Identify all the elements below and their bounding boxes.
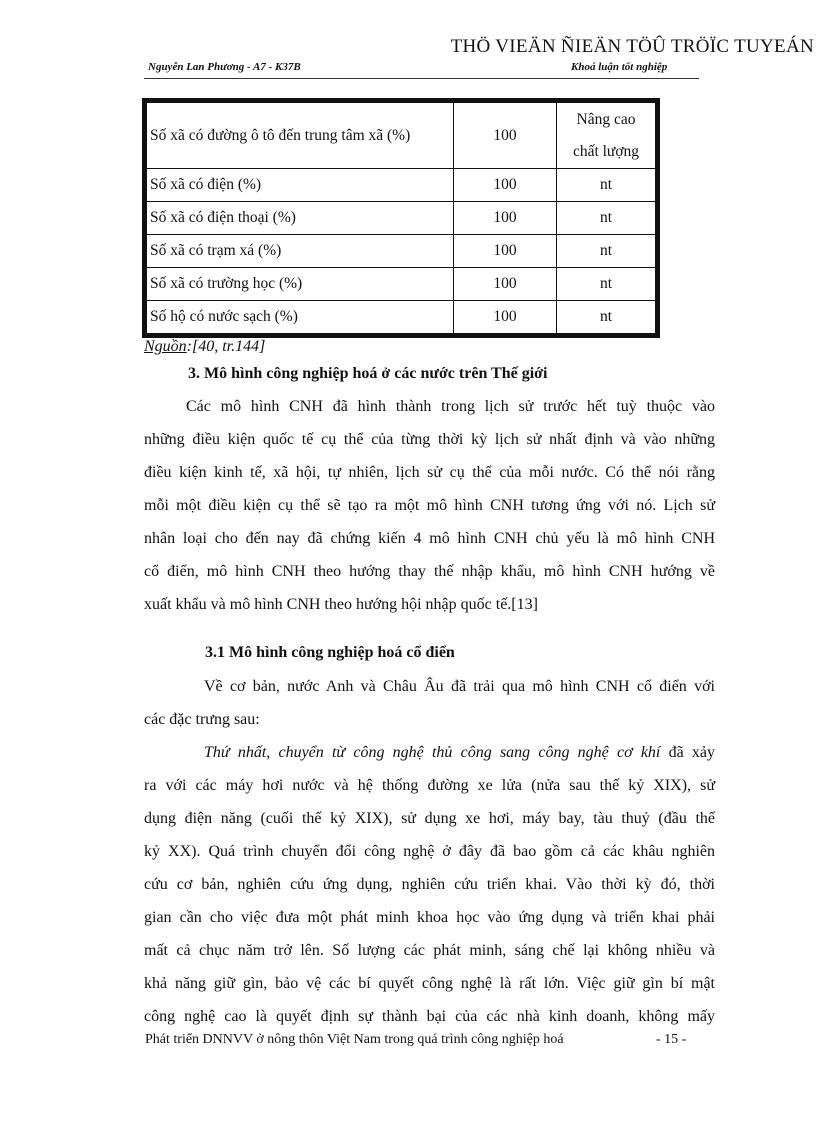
section-3-heading: 3. Mô hình công nghiệp hoá ở các nước trên Thế giới xyxy=(188,365,548,382)
criterion-cell: Số xã có điện (%) xyxy=(145,169,454,202)
value-cell: 100 xyxy=(454,202,557,235)
table-row xyxy=(145,169,658,202)
section-3-1-intro xyxy=(144,670,715,736)
criterion-cell: Số xã có điện thoại (%) xyxy=(145,202,454,235)
page-number: - 15 - xyxy=(656,1032,687,1047)
paragraph-line: mỗi một điều kiện cụ thể sẽ tạo ra một mô hình CNH tương ứng với nó. Lịch sử xyxy=(144,497,715,514)
note-cell: nt xyxy=(557,202,658,235)
paragraph-text: đã xảy xyxy=(660,744,716,761)
paragraph-line xyxy=(144,736,715,769)
paragraph-line: điều kiện kinh tế, xã hội, tự nhiên, lịch sử cụ thể của mỗi nước. Có thể nói rằng xyxy=(144,464,715,481)
note-line-2: chất lượng xyxy=(572,142,640,160)
criterion-cell: Số xã có trường học (%) xyxy=(145,268,454,301)
paragraph-line: khả năng giữ gìn, bảo vệ các bí quyết công nghệ là rất lớn. Việc giữ gìn bí mật xyxy=(144,975,715,992)
header-doc-type: Khoá luận tốt nghiệp xyxy=(571,61,668,73)
value-cell: 100 xyxy=(454,235,557,268)
emphasis-text: Thứ nhất, chuyển từ công nghệ thủ công sang công nghệ cơ khí xyxy=(204,744,661,761)
paragraph-line: những điều kiện quốc tế cụ thể của từng thời kỳ lịch sử nhất định và vào những xyxy=(144,431,715,448)
table-row xyxy=(145,202,658,235)
section-3-1-paragraph xyxy=(144,736,715,1033)
source-reference: :[40, tr.144] xyxy=(186,338,266,355)
header-divider xyxy=(144,78,699,79)
criterion-cell: Số xã có trạm xá (%) xyxy=(145,235,454,268)
value-cell: 100 xyxy=(454,169,557,202)
source-label: Nguồn xyxy=(144,338,187,355)
table-row xyxy=(145,101,658,169)
paragraph-line: Về cơ bản, nước Anh và Châu Âu đã trải qua mô hình CNH cổ điển với xyxy=(204,678,715,695)
table-row xyxy=(145,268,658,301)
section-3-paragraph xyxy=(144,390,715,621)
paragraph-line: nhân loại cho đến nay đã chứng kiến 4 mô hình CNH chủ yếu là mô hình CNH xyxy=(144,530,715,547)
paragraph-line: các đặc trưng sau: xyxy=(144,711,260,728)
criteria-table xyxy=(142,98,660,338)
paragraph-line: kỷ XX). Quá trình chuyển đổi công nghệ ở đây đã bao gồm cả các khâu nghiên xyxy=(144,843,715,860)
paragraph-line: mất cả chục năm trở lên. Số lượng các phát minh, sáng chế lại không nhiều và xyxy=(144,942,715,959)
paragraph-line: xuất khẩu và mô hình CNH theo hướng hội nhập quốc tế.[13] xyxy=(144,596,538,613)
note-cell: nt xyxy=(557,169,658,202)
paragraph-line: cứu cơ bản, nghiên cứu ứng dụng, nghiên cứu triển khai. Vào thời kỳ đó, thời xyxy=(144,876,715,893)
footer-title: Phát triển DNNVV ở nông thôn Việt Nam trong quá trình công nghiệp hoá xyxy=(145,1032,564,1047)
table-source xyxy=(144,338,265,356)
paragraph-line: ra với các máy hơi nước và hệ thống đường xe lửa (nửa sau thế kỷ XIX), sử xyxy=(144,777,715,794)
value-cell: 100 xyxy=(454,268,557,301)
criterion-cell: Số xã có đường ô tô đến trung tâm xã (%) xyxy=(145,101,454,169)
note-line-1: Nâng cao xyxy=(576,110,636,128)
criterion-cell: Số hộ có nước sạch (%) xyxy=(145,301,454,336)
value-cell: 100 xyxy=(454,101,557,169)
paragraph-line: gian cần cho việc đưa một phát minh khoa học vào ứng dụng và triển khai phải xyxy=(144,909,715,926)
paragraph-line: công nghệ cao là quyết định sự thành bại của các nhà kinh doanh, không mấy xyxy=(144,1008,715,1025)
note-cell: nt xyxy=(557,268,658,301)
paragraph-line: Các mô hình CNH đã hình thành trong lịch sử trước hết tuỳ thuộc vào xyxy=(186,398,715,415)
table-row xyxy=(145,301,658,336)
table-row xyxy=(145,235,658,268)
note-cell: nt xyxy=(557,301,658,336)
note-cell xyxy=(557,101,658,169)
section-3-1-heading: 3.1 Mô hình công nghiệp hoá cổ điển xyxy=(205,644,455,661)
watermark-text: THÖ VIEÄN ÑIEÄN TÖÛ TRÖÏC TUYEÁN xyxy=(450,36,814,57)
value-cell: 100 xyxy=(454,301,557,336)
paragraph-line: cổ điển, mô hình CNH theo hướng thay thế nhập khẩu, mô hình CNH hướng về xyxy=(144,563,715,580)
note-cell: nt xyxy=(557,235,658,268)
header-author: Nguyễn Lan Phương - A7 - K37B xyxy=(148,61,301,73)
paragraph-line: dụng điện năng (cuối thế kỷ XIX), sử dụng xe hơi, máy bay, tàu thuỷ (đầu thế xyxy=(144,810,715,827)
